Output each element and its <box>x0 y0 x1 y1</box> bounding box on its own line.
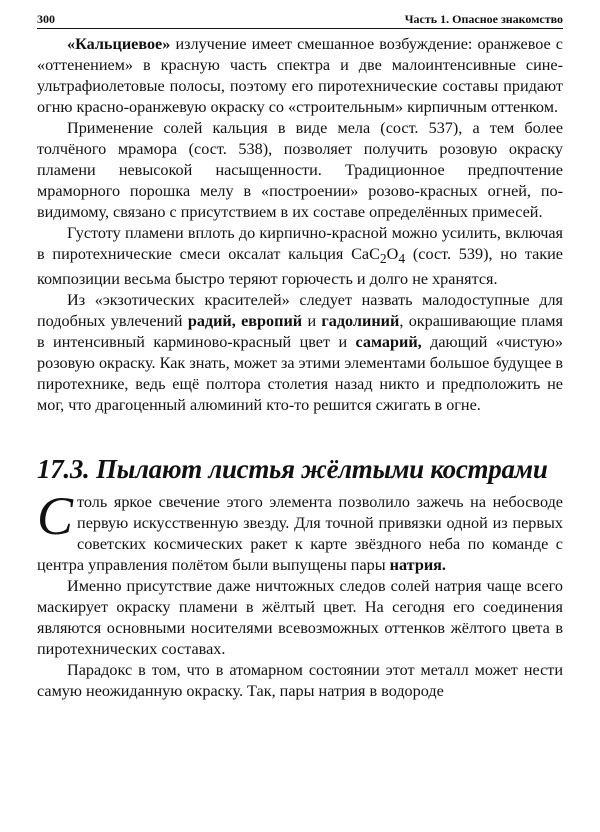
paragraph-sodium-paradox: Парадокс в том, что в атомарном состоянии этот металл может нести самую неожиданную окраску. Так, пары натрия в водороде <box>37 661 563 701</box>
bold-term: радий, европий <box>187 312 303 331</box>
paragraph-sodium-intro: Столь яркое свечение этого элемента позволило зажечь на небосводе первую искусственную звезду. Для точной привязки одной из первых советских космических ракет к карте звёздного неба по команде с центра управления полётом были выпущены пары натрия. <box>37 486 563 575</box>
page-number: 300 <box>37 12 55 26</box>
paragraph-calcium-oxalate: Густоту пламени вплоть до кирпично-красной можно усилить, включая в пиротехнические смеси оксалат кальция $CaC_2O_4$ (сост. 539), но такие композиции весьма быстро теряют горючесть и долго не хранятся. <box>37 224 563 289</box>
bold-term: гадолиний <box>321 312 400 331</box>
bold-term: «Кальциевое» <box>67 35 171 53</box>
drop-cap: С <box>37 486 74 547</box>
paragraph-exotic-dyes: Из «экзотических красителей» следует назвать малодоступные для подобных увлечений радий, европий и гадолиний, окрашивающие пламя в интенсивный карминово-красный цвет и самарий, дающий «чистую» розовую окраску. Как знать, может за этими элементами большое будущее в пиротехнике, ведь ещё полтора столетия назад никто и предположить не мог, что драгоценный алюминий кто-то решится сжигать в огне. <box>37 291 563 415</box>
bold-term: натрия. <box>389 556 446 575</box>
running-header <box>37 12 563 29</box>
paragraph-calcium-salts: Применение солей кальция в виде мела (сост. 537), а тем более толчёного мрамора (сост. 538), позволяет получить розовую окраску пламени невысокой насыщенности. Традиционное предпочтение мраморного порошка мелу в «построении» розово-красных огней, по-видимому, связано с присутствием в их составе определённых примесей. <box>37 119 563 221</box>
paragraph-calcium-emission: «Кальциевое» излучение имеет смешанное возбуждение: оранжевое с «оттенением» в красную часть спектра и две малоинтенсивные сине-ультрафиолетовые полосы, поэтому его пиротехнические составы придают огню красно-оранжевую окраску со «строительным» кирпичным оттенком. <box>37 35 563 116</box>
running-title: Часть 1. Опасное знакомство <box>404 12 563 26</box>
paragraph-sodium-yellow: Именно присутствие даже ничтожных следов солей натрия чаще всего маскирует окраску пламени в жёлтый цвет. На сегодня его соединения являются основными носителями всевозможных оттенков жёлтого цвета в пиротехнических составах. <box>37 577 563 659</box>
section-title: 17.3. Пылают листья жёлтыми кострами <box>37 454 548 485</box>
bold-term: самарий, <box>355 333 422 352</box>
